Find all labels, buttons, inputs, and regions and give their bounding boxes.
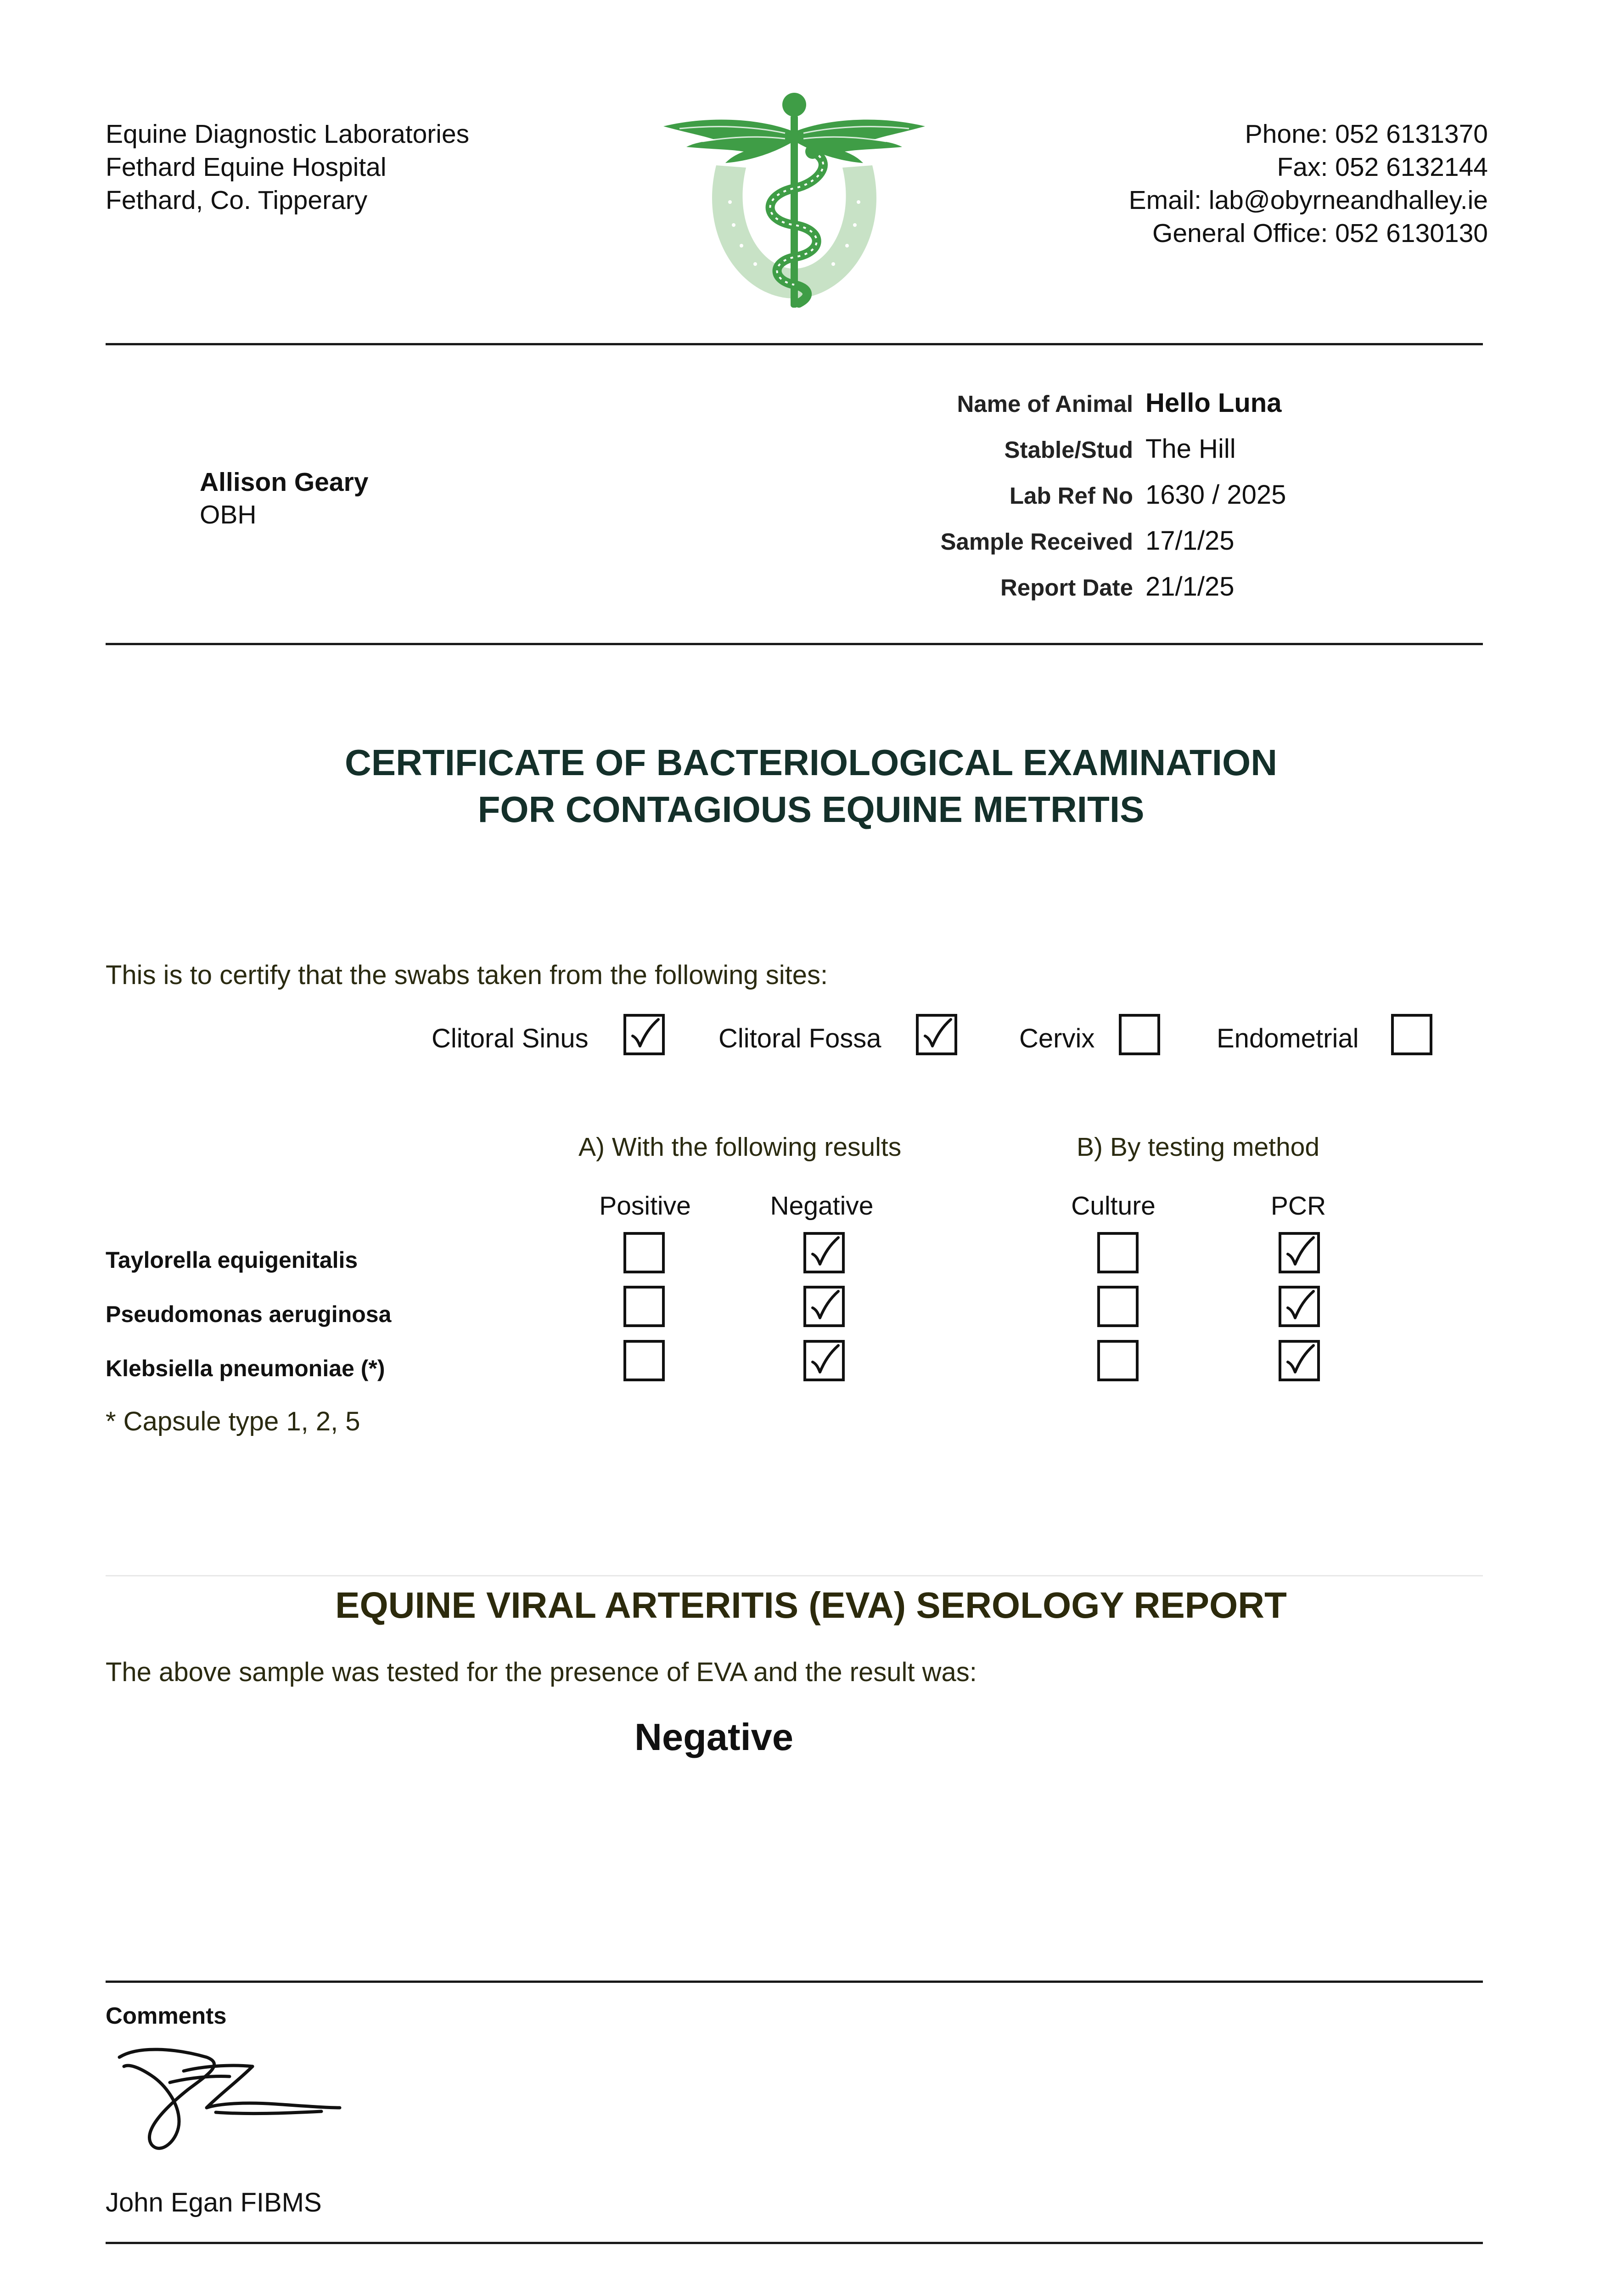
method-heading: B) By testing method — [1077, 1132, 1320, 1162]
site-checkbox[interactable] — [1391, 1014, 1432, 1055]
caduceus-horseshoe-logo — [661, 87, 927, 317]
eva-text: The above sample was tested for the presence of EVA and the result was: — [106, 1657, 977, 1687]
address-line: Fethard Equine Hospital — [106, 152, 387, 182]
positive-checkbox[interactable] — [623, 1232, 665, 1273]
general-office: General Office: 052 6130130 — [1152, 219, 1488, 248]
column-culture: Culture — [1071, 1191, 1156, 1221]
recipient — [200, 466, 368, 531]
site-checkbox[interactable] — [1119, 1014, 1160, 1055]
column-positive: Positive — [599, 1191, 691, 1221]
check-icon — [1281, 1289, 1317, 1324]
info-value: Hello Luna — [1145, 388, 1282, 418]
site-checkbox[interactable] — [916, 1014, 957, 1055]
certificate-title — [0, 739, 1622, 833]
footer-divider — [106, 2242, 1483, 2244]
section-divider — [106, 1575, 1483, 1576]
comments-divider — [106, 1981, 1483, 1983]
email: Email: lab@obyrneandhalley.ie — [1128, 186, 1488, 215]
pcr-checkbox[interactable] — [1279, 1232, 1320, 1273]
certify-text: This is to certify that the swabs taken from the following sites: — [106, 960, 828, 990]
culture-checkbox[interactable] — [1097, 1340, 1139, 1381]
fax: Fax: 052 6132144 — [1277, 152, 1488, 182]
site-label: Cervix — [1019, 1024, 1095, 1053]
recipient-name: Allison Geary — [200, 467, 369, 497]
site-label: Clitoral Fossa — [718, 1024, 881, 1053]
pcr-checkbox[interactable] — [1279, 1286, 1320, 1327]
certificate-title-line: FOR CONTAGIOUS EQUINE METRITIS — [477, 789, 1145, 830]
check-icon — [919, 1017, 954, 1052]
positive-checkbox[interactable] — [623, 1286, 665, 1327]
info-label: Report Date — [1000, 574, 1133, 601]
info-value: 1630 / 2025 — [1145, 480, 1286, 510]
info-row — [900, 523, 1359, 569]
info-row — [900, 569, 1359, 615]
certificate-title-line: CERTIFICATE OF BACTERIOLOGICAL EXAMINATION — [344, 742, 1278, 783]
comments-label: Comments — [106, 2003, 227, 2029]
info-label: Stable/Stud — [1004, 437, 1133, 463]
signer-name: John Egan FIBMS — [106, 2188, 322, 2217]
address-line: Equine Diagnostic Laboratories — [106, 119, 470, 149]
info-row — [900, 386, 1359, 432]
organism-name: Pseudomonas aeruginosa — [106, 1301, 392, 1327]
info-label: Sample Received — [940, 529, 1133, 555]
results-heading: A) With the following results — [578, 1132, 902, 1162]
info-row — [900, 478, 1359, 523]
culture-checkbox[interactable] — [1097, 1286, 1139, 1327]
phone: Phone: 052 6131370 — [1245, 119, 1488, 149]
info-value: 21/1/25 — [1145, 572, 1235, 602]
check-icon — [1281, 1235, 1317, 1271]
info-label: Lab Ref No — [1009, 483, 1133, 509]
eva-title: EQUINE VIRAL ARTERITIS (EVA) SEROLOGY REPORT — [335, 1585, 1287, 1626]
organism-name: Klebsiella pneumoniae (*) — [106, 1356, 385, 1381]
organism-name: Taylorella equigenitalis — [106, 1247, 358, 1273]
pcr-checkbox[interactable] — [1279, 1340, 1320, 1381]
negative-checkbox[interactable] — [803, 1340, 845, 1381]
negative-checkbox[interactable] — [803, 1286, 845, 1327]
lab-contact — [1129, 118, 1488, 250]
site-label: Clitoral Sinus — [432, 1024, 589, 1053]
info-value: The Hill — [1145, 434, 1236, 464]
negative-checkbox[interactable] — [803, 1232, 845, 1273]
check-icon — [806, 1235, 842, 1271]
eva-result: Negative — [634, 1716, 793, 1758]
footnote: * Capsule type 1, 2, 5 — [106, 1407, 360, 1436]
column-pcr: PCR — [1270, 1191, 1326, 1221]
check-icon — [806, 1289, 842, 1324]
positive-checkbox[interactable] — [623, 1340, 665, 1381]
info-label: Name of Animal — [957, 391, 1133, 417]
signature-icon — [110, 2039, 349, 2158]
culture-checkbox[interactable] — [1097, 1232, 1139, 1273]
info-row — [900, 432, 1359, 478]
site-label: Endometrial — [1217, 1024, 1359, 1053]
check-icon — [626, 1017, 662, 1052]
lab-address — [106, 118, 469, 217]
check-icon — [1281, 1343, 1317, 1379]
address-line: Fethard, Co. Tipperary — [106, 186, 368, 215]
recipient-org: OBH — [200, 500, 257, 529]
header-divider — [106, 343, 1483, 345]
info-divider — [106, 643, 1483, 645]
info-value: 17/1/25 — [1145, 526, 1235, 556]
site-checkbox[interactable] — [623, 1014, 665, 1055]
column-negative: Negative — [770, 1191, 874, 1221]
animal-info-table — [900, 386, 1359, 615]
check-icon — [806, 1343, 842, 1379]
